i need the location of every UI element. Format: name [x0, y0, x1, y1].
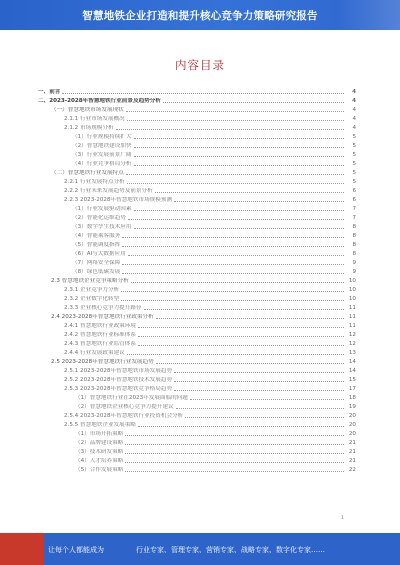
toc-entry-title: 2.4.3 智慧地铁行业监管体系 [64, 341, 136, 347]
toc-entry-title: 2.5.3 2023-2028年智慧地铁竞争格局趋势 [64, 386, 173, 392]
dot-leader [127, 120, 344, 121]
toc-entry-title: 2.2.1 行业发展特点分析 [64, 179, 125, 185]
table-of-contents [38, 86, 356, 473]
toc-entry-page: 11 [348, 323, 356, 329]
toc-entry-page: 4 [352, 107, 356, 113]
dot-leader [125, 462, 344, 463]
toc-entry[interactable] [38, 140, 356, 149]
toc-entry[interactable] [38, 122, 356, 131]
toc-entry[interactable] [38, 221, 356, 230]
toc-entry[interactable] [38, 464, 356, 473]
dot-leader [121, 291, 344, 292]
dot-leader [62, 93, 344, 94]
toc-entry-title: 2.5.4 2023-2028年智慧地铁行业投资机会分析 [64, 413, 184, 419]
toc-entry-page: 9 [352, 269, 356, 275]
toc-entry-page: 5 [352, 179, 356, 185]
dot-leader [121, 300, 344, 301]
toc-entry-title: （3）数字孪生技术应用 [72, 224, 132, 230]
dot-leader [134, 165, 345, 166]
dot-leader [134, 138, 345, 139]
toc-entry-page: 5 [352, 161, 356, 167]
toc-entry-title: （2）智慧地铁企业核心竞争力提升建议 [75, 404, 174, 410]
toc-entry-title: （1）市场开拓策略 [75, 431, 124, 437]
toc-entry-page: 6 [352, 188, 356, 194]
toc-entry-title: （二）智慧地铁行业发展特点 [51, 170, 124, 176]
toc-entry-title: 二、2023-2028年智慧地铁行业前景及趋势分析 [38, 98, 161, 104]
toc-entry-title: （4）行业竞争格局分析 [72, 161, 132, 167]
toc-entry-page: 4 [352, 125, 356, 131]
toc-entry-title: （一）智慧地铁市场发展现状 [51, 107, 124, 113]
toc-entry[interactable] [38, 365, 356, 374]
toc-entry-page: 10 [348, 296, 356, 302]
toc-entry-title: 2.5 2023-2028年智慧地铁行业发展趋势 [51, 359, 154, 365]
toc-entry[interactable] [38, 284, 356, 293]
toc-entry-title: 2.4.1 智慧地铁行业政策环境 [64, 323, 136, 329]
dot-leader [138, 345, 344, 346]
dot-leader [126, 111, 344, 112]
toc-entry-title: 2.4 2023-2028年智慧地铁行业政策分析 [51, 314, 154, 320]
toc-entry-title: 2.5.2 2023-2028年智慧地铁技术发展趋势 [64, 377, 173, 383]
dot-leader [122, 237, 344, 238]
dot-leader [125, 453, 344, 454]
toc-entry[interactable] [38, 446, 356, 455]
toc-entry[interactable] [38, 212, 356, 221]
toc-entry-title: （2）品牌建设策略 [75, 440, 124, 446]
page-number: 1 [340, 515, 344, 521]
toc-entry-page: 18 [348, 395, 356, 401]
toc-entry-page: 14 [348, 359, 356, 365]
toc-entry-page: 9 [352, 260, 356, 266]
toc-entry-page: 14 [348, 368, 356, 374]
toc-entry-title: 2.3.2 企业数字化转型 [64, 296, 120, 302]
toc-entry[interactable] [38, 401, 356, 410]
dot-leader [122, 273, 344, 274]
toc-entry-title: 2.3 智慧地铁企业竞争策略分析 [51, 278, 129, 284]
dot-leader [127, 183, 344, 184]
toc-entry[interactable] [38, 104, 356, 113]
dot-leader [128, 219, 344, 220]
toc-entry-page: 4 [352, 98, 356, 104]
dot-leader [138, 426, 344, 427]
toc-entry[interactable] [38, 176, 356, 185]
toc-entry[interactable] [38, 329, 356, 338]
dot-leader [126, 174, 344, 175]
toc-entry-page: 7 [352, 215, 356, 221]
dot-leader [138, 327, 344, 328]
toc-entry-page: 22 [348, 467, 356, 473]
dot-leader [163, 102, 344, 103]
toc-entry-title: （7）网络安全保障 [72, 260, 121, 266]
toc-entry-page: 13 [348, 350, 356, 356]
toc-entry-page: 8 [352, 233, 356, 239]
toc-entry-title: 2.5.5 智慧地铁企业发展策略 [64, 422, 136, 428]
toc-entry-page: 10 [348, 278, 356, 284]
toc-entry[interactable] [38, 230, 356, 239]
dot-leader [125, 471, 344, 472]
toc-entry-page: 21 [348, 440, 356, 446]
toc-entry-page: 5 [352, 152, 356, 158]
dot-leader [185, 417, 344, 418]
toc-entry-title: （6）AI与大数据应用 [72, 251, 126, 257]
toc-entry-page: 20 [348, 422, 356, 428]
toc-entry[interactable] [38, 203, 356, 212]
toc-entry[interactable] [38, 383, 356, 392]
footer-slogan: 让每个人都能成为 [48, 546, 104, 554]
toc-entry-page: 15 [348, 377, 356, 383]
dot-leader [128, 255, 344, 256]
toc-entry-page: 8 [352, 251, 356, 257]
toc-entry-page: 21 [348, 458, 356, 464]
toc-entry-page: 20 [348, 431, 356, 437]
dot-leader [134, 228, 345, 229]
dot-leader [144, 309, 344, 310]
toc-entry-page: 5 [352, 143, 356, 149]
dot-leader [134, 156, 345, 157]
toc-entry-title: （2）智慧地铁建设加快 [72, 143, 132, 149]
dot-leader [134, 147, 345, 148]
toc-entry[interactable] [38, 347, 356, 356]
dot-leader [174, 372, 344, 373]
footer-bar [0, 533, 400, 565]
toc-entry[interactable] [38, 320, 356, 329]
dot-leader [156, 318, 344, 319]
toc-entry-page: 21 [348, 449, 356, 455]
toc-entry-title: 2.1.2 市场规模分析 [64, 125, 114, 131]
dot-leader [125, 444, 344, 445]
toc-entry-title: 2.3.1 企业竞争力分析 [64, 287, 120, 293]
toc-entry[interactable] [38, 131, 356, 140]
dot-leader [174, 390, 344, 391]
dot-leader [156, 363, 344, 364]
toc-entry-title: 2.2.2 行业未来发展趋势及前景分析 [64, 188, 153, 194]
toc-entry[interactable] [38, 356, 356, 365]
toc-entry[interactable] [38, 185, 356, 194]
dot-leader [116, 129, 344, 130]
toc-entry-page: 4 [352, 116, 356, 122]
toc-entry-title: （2）智能化运维趋势 [72, 215, 126, 221]
toc-entry-title: （3）行业发展前景广阔 [72, 152, 132, 158]
toc-entry[interactable] [38, 293, 356, 302]
toc-entry-title: （1）智慧地铁行业在2023年发展面临的问题 [75, 395, 188, 401]
toc-entry[interactable] [38, 428, 356, 437]
toc-entry-title: 2.2.3 2023-2028年智慧地铁市场规模预测 [64, 197, 173, 203]
toc-entry-title: 2.4.2 智慧地铁行业标准体系 [64, 332, 136, 338]
dot-leader [155, 192, 344, 193]
toc-heading: 内容目录 [175, 58, 225, 72]
toc-entry[interactable] [38, 257, 356, 266]
toc-entry-page: 20 [348, 413, 356, 419]
toc-entry[interactable] [38, 302, 356, 311]
dot-leader [176, 408, 344, 409]
toc-entry-title: （4）人才培养策略 [75, 458, 124, 464]
dot-leader [122, 246, 344, 247]
toc-entry-title: 2.4.4 行业发展政策建议 [64, 350, 125, 356]
toc-entry[interactable] [38, 158, 356, 167]
toc-entry-title: 一、前言 [38, 89, 61, 95]
toc-entry[interactable] [38, 374, 356, 383]
dot-leader [174, 201, 344, 202]
toc-entry-page: 12 [348, 332, 356, 338]
toc-entry[interactable] [38, 239, 356, 248]
dot-leader [125, 435, 344, 436]
toc-entry-page: 11 [348, 305, 356, 311]
toc-entry[interactable] [38, 248, 356, 257]
toc-entry-page: 7 [352, 206, 356, 212]
toc-entry-title: （8）绿色低碳发展 [72, 269, 121, 275]
toc-entry-page: 5 [352, 170, 356, 176]
toc-entry-page: 8 [352, 242, 356, 248]
toc-entry[interactable] [38, 392, 356, 401]
toc-entry-page: 4 [352, 89, 356, 95]
toc-entry[interactable] [38, 149, 356, 158]
toc-entry-page: 19 [348, 404, 356, 410]
dot-leader [131, 282, 344, 283]
toc-entry-page: 17 [348, 386, 356, 392]
toc-entry-title: （4）智能乘客服务 [72, 233, 121, 239]
toc-entry-page: 12 [348, 341, 356, 347]
dot-leader [134, 210, 345, 211]
toc-entry[interactable] [38, 419, 356, 428]
toc-entry[interactable] [38, 455, 356, 464]
toc-entry[interactable] [38, 113, 356, 122]
toc-entry[interactable] [38, 338, 356, 347]
toc-entry-title: 2.5.1 2023-2028年智慧地铁市场发展趋势 [64, 368, 173, 374]
dot-leader [138, 336, 344, 337]
footer-tagline: 行业专家、管理专家、营销专家、战略专家、数字化专家…… [136, 546, 325, 554]
toc-entry-title: （1）行业发展驱动因素 [72, 206, 132, 212]
dot-leader [122, 264, 344, 265]
toc-entry-page: 10 [348, 287, 356, 293]
toc-entry[interactable] [38, 167, 356, 176]
toc-entry-page: 11 [348, 314, 356, 320]
toc-entry[interactable] [38, 311, 356, 320]
toc-entry-title: 2.1.1 行业市场发展概况 [64, 116, 125, 122]
toc-entry[interactable] [38, 194, 356, 203]
dot-leader [190, 399, 344, 400]
toc-entry[interactable] [38, 410, 356, 419]
toc-entry-page: 8 [352, 224, 356, 230]
toc-entry-title: （3）技术研发策略 [75, 449, 124, 455]
toc-entry[interactable] [38, 266, 356, 275]
report-title: 智慧地铁企业打造和提升核心竞争力策略研究报告 [82, 10, 318, 22]
toc-entry[interactable] [38, 95, 356, 104]
toc-entry-page: 6 [352, 197, 356, 203]
toc-entry-title: （5）合作发展策略 [75, 467, 124, 473]
dot-leader [174, 381, 344, 382]
toc-entry-title: （5）智能调度指挥 [72, 242, 121, 248]
toc-entry-page: 5 [352, 134, 356, 140]
toc-entry-title: 2.3.3 企业核心竞争力提升路径 [64, 305, 142, 311]
dot-leader [127, 354, 344, 355]
toc-entry[interactable] [38, 86, 356, 95]
toc-entry[interactable] [38, 437, 356, 446]
toc-entry-title: （1）行业规模持续扩大 [72, 134, 132, 140]
top-banner [0, 0, 400, 30]
toc-entry[interactable] [38, 275, 356, 284]
